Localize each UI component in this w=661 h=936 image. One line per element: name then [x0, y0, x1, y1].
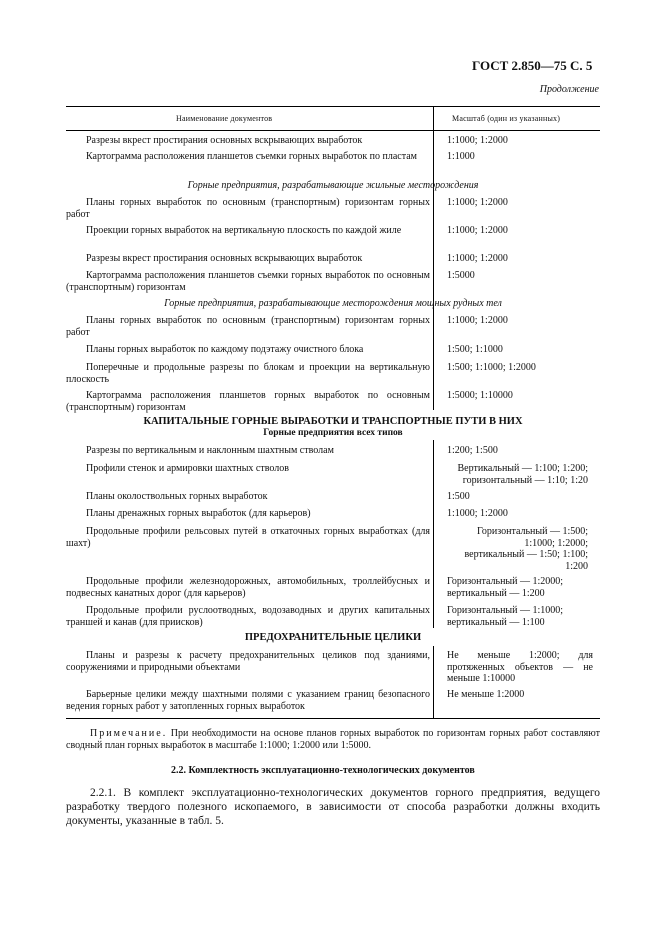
body-paragraph — [66, 786, 600, 828]
table-row: Разрезы вкрест простирания основных вскрывающих выработок — [86, 135, 363, 146]
table-row: Продольные профили рельсовых путей в откаточных горных выработках (для шахт) — [66, 526, 430, 549]
row-scale: 1:5000 — [447, 270, 475, 281]
table-bottom-rule — [66, 718, 600, 719]
column-divider — [433, 106, 434, 410]
scale-line: 1:1000; 1:2000; — [524, 537, 588, 549]
row-scale — [447, 576, 599, 599]
table-row: Продольные профили железнодорожных, автомобильных, троллейбусных и подвесных канатных дорог (для карьеров) — [66, 576, 430, 599]
table-row: Продольные профили руслоотводных, водозаводных и других капитальных траншей и канав (для приисков) — [66, 605, 430, 628]
table-row: Картограмма расположения планшетов горных выработок по основным (транспортным) горизонтам — [66, 390, 430, 413]
continuation-label: Продолжение — [539, 84, 599, 95]
table-row: Барьерные целики между шахтными полями с указанием границ безопасного ведения горных работ у затопленных горных выработок — [66, 689, 430, 712]
table-row: Планы горных выработок по основным (транспортным) горизонтам горных работ — [66, 315, 430, 338]
subheading-ore-bodies: Горные предприятия, разрабатывающие месторождения мощных рудных тел — [164, 298, 502, 309]
scale-line: Вертикальный — 1:100; 1:200; — [457, 463, 588, 474]
row-scale: 1:1000; 1:2000 — [447, 253, 508, 264]
table-row: Проекции горных выработок на вертикальную плоскость по каждой жиле — [86, 225, 402, 236]
row-scale — [438, 526, 588, 572]
scale-line: 1:200 — [565, 560, 588, 572]
column-header-documents: Наименование документов — [176, 114, 273, 123]
table-header-rule — [66, 130, 600, 131]
row-scale: 1:500 — [447, 491, 470, 502]
table-row: Планы горных выработок по каждому подэтажу очистного блока — [86, 344, 364, 355]
table-note — [66, 728, 600, 752]
row-scale: 1:1000 — [447, 151, 475, 162]
paragraph-text: 2.2.1. В комплект эксплуатационно-технологических документов горного предприятия, ведущего разработку твердого полезного ископаемого, в зависимости от способа разработки должны входить документы, указанные в табл. 5. — [66, 787, 600, 827]
note-text: При необходимости на основе планов горных выработок по горизонтам горных работ составляют сводный план горных выработок в масштабе 1:1000; 1:2000 или 1:5000. — [66, 728, 600, 751]
column-divider — [433, 646, 434, 718]
row-scale: 1:1000; 1:2000 — [447, 508, 508, 519]
row-scale: 1:1000; 1:2000 — [447, 315, 508, 326]
row-scale: 1:200; 1:500 — [447, 445, 498, 456]
row-scale: 1:500; 1:1000; 1:2000 — [447, 362, 536, 373]
section-title: 2.2. Комплектность эксплуатационно-технологических документов — [171, 765, 475, 776]
scale-line: вертикальный — 1:200 — [447, 587, 545, 599]
row-scale: 1:5000; 1:10000 — [447, 390, 513, 401]
row-scale — [438, 463, 588, 486]
table-top-rule — [66, 106, 600, 107]
table-row: Картограмма расположения планшетов съемки горных выработок по пластам — [86, 151, 418, 162]
section-heading-safety-pillars: ПРЕДОХРАНИТЕЛЬНЫЕ ЦЕЛИКИ — [244, 632, 422, 643]
row-scale: 1:500; 1:1000 — [447, 344, 503, 355]
table-row: Планы дренажных горных выработок (для карьеров) — [86, 508, 311, 519]
scale-line: Горизонтальный — 1:500; — [476, 526, 588, 537]
table-row: Планы и разрезы к расчету предохранительных целиков под зданиями, сооружениями и природными объектами — [66, 650, 430, 673]
scale-line: вертикальный — 1:50; 1:100; — [464, 549, 588, 560]
row-scale — [447, 605, 599, 628]
table-row: Поперечные и продольные разрезы по блокам и проекции на вертикальную плоскость — [66, 362, 430, 385]
table-row: Разрезы по вертикальным и наклонным шахтным стволам — [86, 445, 334, 456]
row-scale: 1:1000; 1:2000 — [447, 135, 508, 146]
subheading-all-types: Горные предприятия всех типов — [263, 428, 403, 438]
note-label: Примечание. — [90, 728, 168, 739]
page-header-title: ГОСТ 2.850—75 С. 5 — [472, 58, 593, 73]
scale-line: Горизонтальный — 1:2000; — [447, 576, 564, 587]
row-scale: Не меньше 1:2000; для протяженных объектов — не меньше 1:10000 — [447, 650, 593, 684]
column-header-scale: Масштаб (один из указанных) — [452, 114, 561, 123]
table-row: Картограмма расположения планшетов съемки горных выработок по основным (транспортным) горизонтам — [66, 270, 430, 293]
table-row: Планы горных выработок по основным (транспортным) горизонтам горных работ — [66, 197, 430, 220]
row-scale: 1:1000; 1:2000 — [447, 197, 508, 208]
subheading-vein-deposits: Горные предприятия, разрабатывающие жильные месторождения — [187, 180, 479, 191]
row-scale: 1:1000; 1:2000 — [447, 225, 508, 236]
scale-line: вертикальный — 1:100 — [447, 616, 545, 628]
table-row: Профили стенок и армировки шахтных стволов — [86, 463, 289, 474]
column-divider — [433, 440, 434, 628]
row-scale: Не меньше 1:2000 — [447, 689, 525, 700]
scale-line: Горизонтальный — 1:1000; — [447, 605, 564, 616]
section-heading-capital-workings: КАПИТАЛЬНЫЕ ГОРНЫЕ ВЫРАБОТКИ И ТРАНСПОРТНЫЕ ПУТИ В НИХ — [143, 416, 523, 427]
table-row: Планы околоствольных горных выработок — [86, 491, 268, 502]
table-row: Разрезы вкрест простирания основных вскрывающих выработок — [86, 253, 363, 264]
scale-line: горизонтальный — 1:10; 1:20 — [462, 474, 588, 486]
